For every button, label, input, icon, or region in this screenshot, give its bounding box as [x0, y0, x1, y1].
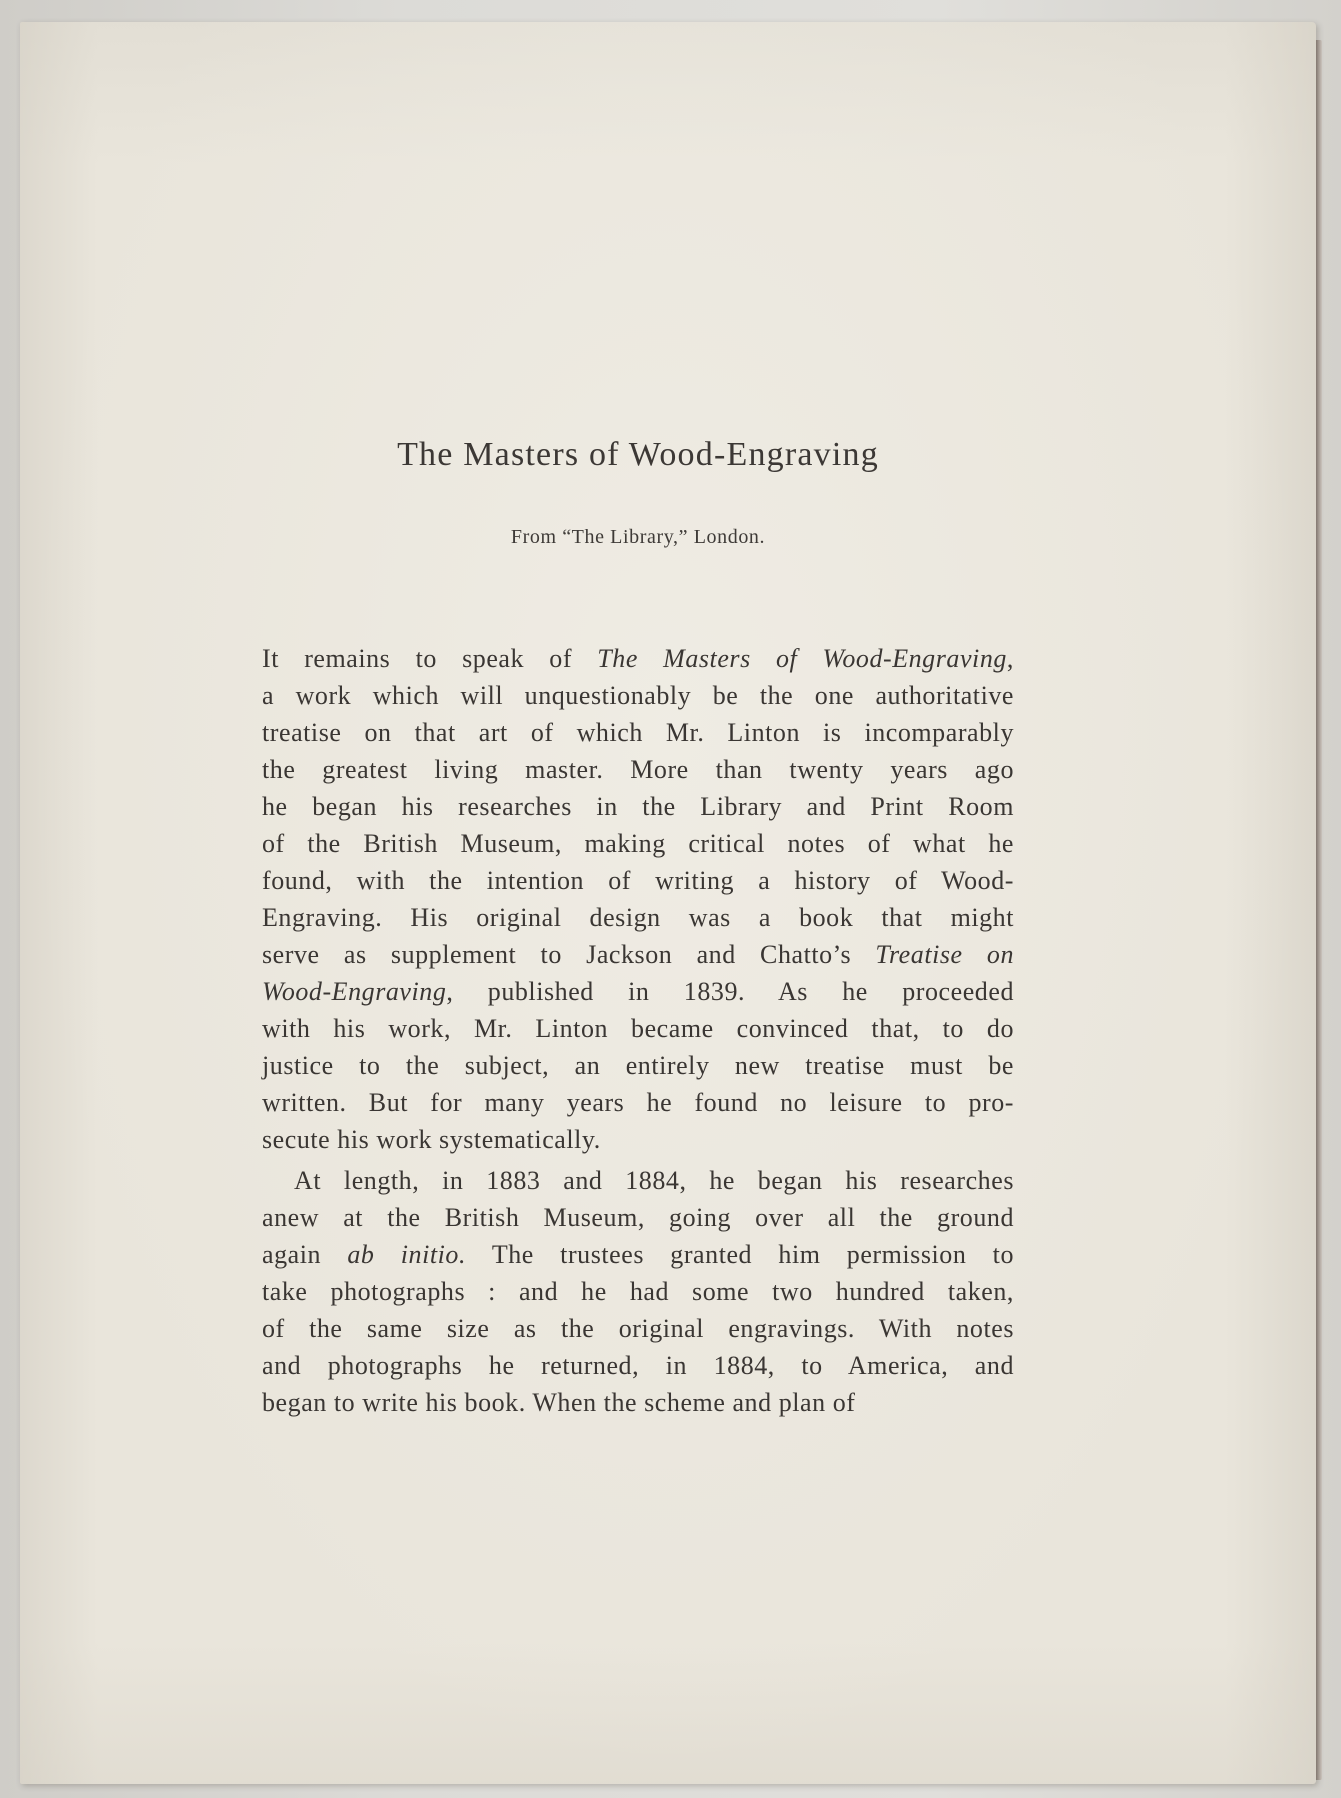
text-segment: of the British Museum, making critical notes of what he [262, 829, 1014, 858]
italic-title: Wood-Engraving [262, 977, 447, 1006]
paragraph [262, 1162, 1014, 1421]
text-line [262, 788, 1014, 825]
text-segment: with his work, Mr. Linton became convinced that, to do [262, 1014, 1014, 1043]
text-line [262, 1384, 1014, 1421]
text-segment: found, with the intention of writing a history of Wood- [262, 866, 1014, 895]
text-segment: serve as supplement to Jackson and Chatto’s [262, 940, 876, 969]
document-page [20, 22, 1316, 1784]
text-line [262, 973, 1014, 1010]
text-segment: , [1006, 644, 1014, 673]
text-segment: , published in 1839. As he proceeded [446, 977, 1014, 1006]
text-segment: The trustees granted him permission to [466, 1240, 1015, 1269]
text-line [262, 640, 1014, 677]
text-segment: secute his work systematically. [262, 1125, 601, 1154]
text-segment: a work which will unquestionably be the one authoritative [262, 681, 1014, 710]
text-segment: of the same size as the original engravings. With notes [262, 1314, 1014, 1343]
page-title: The Masters of Wood-Engraving [397, 436, 879, 473]
text-segment: began to write his book. When the scheme and plan of [262, 1388, 856, 1417]
text-line [262, 751, 1014, 788]
text-segment: It remains to speak of [262, 644, 598, 673]
text-segment: again [262, 1240, 348, 1269]
text-segment: treatise on that art of which Mr. Linton is incomparably [262, 718, 1014, 747]
text-line [262, 1347, 1014, 1384]
text-line [262, 862, 1014, 899]
text-line [262, 825, 1014, 862]
article-body [262, 640, 1014, 1421]
text-line [262, 899, 1014, 936]
text-line [262, 1047, 1014, 1084]
source-line: From “The Library,” London. [510, 526, 766, 548]
text-line [262, 1010, 1014, 1047]
text-line [262, 1199, 1014, 1236]
text-line [262, 677, 1014, 714]
text-segment: At length, in 1883 and 1884, he began his researches [294, 1166, 1014, 1195]
text-line [262, 1121, 1014, 1158]
text-line [262, 1310, 1014, 1347]
paragraph [262, 640, 1014, 1158]
text-segment: anew at the British Museum, going over all the ground [262, 1203, 1014, 1232]
text-segment: written. But for many years he found no leisure to pro- [262, 1088, 1014, 1117]
text-line [262, 714, 1014, 751]
text-segment: justice to the subject, an entirely new treatise must be [262, 1051, 1014, 1080]
text-segment: and photographs he returned, in 1884, to America, and [262, 1351, 1014, 1380]
text-segment: he began his researches in the Library and Print Room [262, 792, 1014, 821]
italic-title: Treatise on [875, 940, 1015, 969]
italic-title: ab initio. [347, 1240, 466, 1269]
text-line [262, 1236, 1014, 1273]
text-line [262, 1162, 1014, 1199]
text-line [262, 1084, 1014, 1121]
text-segment: take photographs : and he had some two hundred taken, [262, 1277, 1014, 1306]
text-line [262, 936, 1014, 973]
text-line [262, 1273, 1014, 1310]
text-segment: the greatest living master. More than twenty years ago [262, 755, 1014, 784]
italic-title: The Masters of Wood-Engraving [597, 644, 1007, 673]
text-segment: Engraving. His original design was a book that might [262, 903, 1014, 932]
